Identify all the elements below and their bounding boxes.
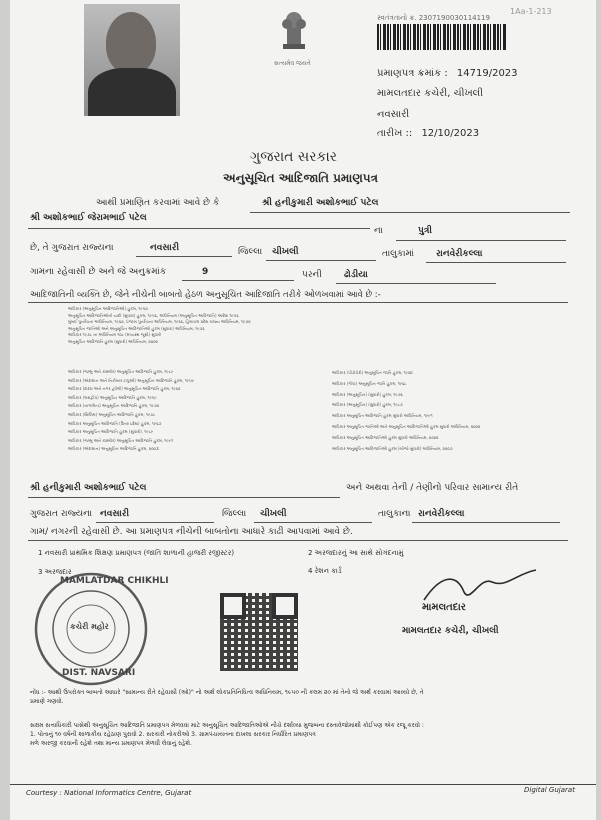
basis-item-3: 3 અરજદાર xyxy=(38,568,72,576)
order-item: અધિકાર અનુસૂચિત આદિજાતિઓ હુકમ (બીજો સુધારો) અધિનિયમ, ૨૦૦૭ xyxy=(332,445,453,451)
district-label: જિલ્લા xyxy=(238,247,263,257)
serial-line-rule xyxy=(182,280,294,281)
order-item: અધિકાર અનુસૂચિત આદિજાતિ હુકમ સુધારો અધિનિયમ, ૧૯૯૧ xyxy=(332,413,433,419)
taluka-2: રાનવેરીકલ્લા xyxy=(418,509,465,519)
village-line-2 xyxy=(96,522,214,523)
taluka-line-2 xyxy=(412,522,560,523)
fine-print-line: અધિકાર (અનુસૂચિત આદિજાતિઓ) હુકમ, ૧૯૫૦ xyxy=(68,306,148,311)
footer-divider xyxy=(10,784,596,785)
family-text: અને અથવા તેની / તેણીનો પરિવાર સામાન્ય રીતે xyxy=(346,483,519,493)
serial-suffix: પરની xyxy=(302,270,322,280)
applicant-photo xyxy=(84,4,180,116)
order-item: અધિકાર (અનુસૂચિત) (સુધારો) હુકમ, ૧૯૭૬ xyxy=(332,391,403,397)
fine-print-line: અનુસૂચિત જાતિઓ અને અનુસૂચિત આદિજાતિઓ હુકમ (સુધારા) અધિનિયમ, ૧૯૭૬ xyxy=(68,325,205,331)
serial-line: સ્વતંત્રતાનો ક્ર. 2307190030114119 xyxy=(377,14,490,22)
village-line xyxy=(136,256,232,257)
issue-date: 12/10/2023 xyxy=(421,128,480,139)
qr-code xyxy=(220,593,298,671)
applicant-line-2 xyxy=(28,497,340,498)
state-prefix: છે, તે ગુજરાત રાજ્યના xyxy=(30,243,114,253)
order-item: અધિકાર (અંદામાન અને નિકોબાર ટાપુઓ) અનુસૂચિત આદિજાતિ હુકમ, ૧૯૫૯ xyxy=(68,377,195,383)
fine-print-line: અનુસૂચિત આદિજાતિ હુકમ (સુધારો) અધિનિયમ, ૨૦૦૨ xyxy=(68,338,158,344)
order-item: અધિકાર (જમ્મુ અને કાશ્મીર) અનુસૂચિત આદિજાતિ હુકમ, ૧૯૮૯ xyxy=(68,369,174,374)
district-label-2: જિલ્લા xyxy=(222,509,247,519)
fine-print-line: અનુસૂચિત આદિજાતિઓની યાદી (સુધારા) હુકમ, ૧૯૫૬, અધિનિયમ (અનુસૂચિત આદિજાતિ) આદેશ ૧૯૫૬ xyxy=(68,312,239,318)
order-item: અધિકાર (જમ્મુ અને કાશ્મીર) અનુસૂચિત આદિજાતિ હુકમ, ૧૯૯૧ xyxy=(68,437,174,443)
barcode xyxy=(377,24,507,50)
seal-top-text: MAMLATDAR CHIKHLI xyxy=(60,576,169,586)
government-title: ગુજરાત સરકાર xyxy=(250,149,337,165)
applicant-name: શ્રી હનીકુમારી અશોકભાઈ પટેલ xyxy=(262,198,379,208)
order-item: અધિકાર અનુસૂચિત આદિજાતિ હુકમ (સુધારો), ૧૯૮૯ xyxy=(68,429,154,435)
state-prefix-2: ગુજરાત રાજ્યના xyxy=(30,509,93,519)
district-2: ચીખલી xyxy=(260,509,287,519)
order-item: અધિકાર (સિક્કિમ) અનુસૂચિત આદિજાતિ હુકમ, ૧૯૭૮ xyxy=(68,411,156,417)
footer-courtesy: Courtesy : National Informatics Centre, Gujarat xyxy=(26,789,192,797)
emblem-caption: સત્યમેવ જયતે xyxy=(274,60,311,67)
parent-name: શ્રી અશોકભાઈ જેરામભાઈ પટેલ xyxy=(30,213,147,223)
order-item: અધિકાર (અનુસૂચિત) (સુધારો) હુકમ, ૧૯૮૭ xyxy=(332,402,403,408)
notes-block xyxy=(30,688,424,748)
basis-item-2: 2 અરજદારનું આ સાથે સોગંદનામું xyxy=(308,549,404,557)
district-line-2 xyxy=(254,522,372,523)
signature-office: મામલતદાર કચેરી, ચીખલી xyxy=(402,626,499,636)
notification-line xyxy=(28,302,568,303)
note-line: મળે અરજી કરવાની રહેશે તથા માન્ય પ્રમાણપત્ર મેળવી લેવાનું રહેશે. xyxy=(30,740,192,747)
top-right-code: 1Aa-1-213 xyxy=(510,7,552,16)
state-emblem-icon xyxy=(275,6,313,60)
order-item: અધિકાર (ગોવા) અનુસૂચિત જાતિ હુકમ, ૧૯૬૮ xyxy=(332,380,407,386)
residence-line: ગામ/ નગરની રહેવાસી છે. આ પ્રમાણપત્ર નીચેની બાબતોના આધારે કાઢી આપવામાં આવે છે. xyxy=(30,527,353,537)
taluka-label-2: તાલુકાના xyxy=(378,509,411,519)
office-name: મામલતદાર કચેરી, ચીખલી xyxy=(377,88,484,99)
village: નવસારી xyxy=(150,243,180,253)
office-district: નવસારી xyxy=(377,109,410,120)
basis-item-4: 4 રેશન કાર્ડ xyxy=(308,567,342,575)
relation-prefix: ના xyxy=(374,226,383,236)
parent-line xyxy=(28,228,370,229)
note-line: 1. પોતાનું ૧૦ વર્ષની શાળાકીય રહેઠાણ પુરાવો 2. સરકારી નોકરીઓ 3. ગ્રામપંચાયતના દાખલા સરકાર નિર્ધારિત પ્રમાણપત્ર xyxy=(30,731,316,738)
tribe-line xyxy=(336,283,496,284)
certificate-number-label: પ્રમાણપત્ર ક્રમાંક : xyxy=(377,68,448,79)
order-item: અધિકાર (લક્ષદ્વીપ) અનુસૂચિત આદિજાતિ હુકમ, ૧૯૫૯ xyxy=(68,394,157,400)
residence-rule xyxy=(28,540,568,541)
relation-line xyxy=(396,240,566,241)
certificate-number-row xyxy=(377,68,518,79)
notification-intro: આદિજાતિની વ્યક્તિ છે, જેને નીચેની બાબતો હેઠળ અનુસૂચિત આદિજાતિ તરીકે ઓળખવામાં આવે છે :- xyxy=(30,290,381,300)
taluka-line xyxy=(426,262,566,263)
order-item: અધિકાર અનુસૂચિત જાતિઓ અને અનુસૂચિત આદિજાતિઓ હુકમ સુધારો અધિનિયમ, ૨૦૦૨ xyxy=(332,423,481,429)
orders-right-column xyxy=(332,368,480,454)
note-line: પ્રમાણે ગણવો. xyxy=(30,698,64,705)
taluka: રાનવેરીકલ્લા xyxy=(436,249,483,259)
basis-item-1: 1 નવસારી પ્રાથમિક શિક્ષણ પ્રમાણપત્ર (જાતિ શાળાની હાજરી રજીસ્ટર) xyxy=(38,549,235,557)
order-item: અધિકાર અનુસૂચિત આદિજાતિઓ હુકમ સુધારો અધિનિયમ, ૨૦૦૨ xyxy=(332,434,439,440)
footer-brand: Digital Gujarat xyxy=(524,786,575,794)
signature-mark-icon xyxy=(420,566,540,606)
taluka-label: તાલુકામાં xyxy=(382,249,415,259)
certificate-page xyxy=(10,0,596,820)
order-item: અધિકાર અનુસૂચિત આદિજાતિ (ઉત્તર પ્રદેશ) હુકમ, ૧૯૬૭ xyxy=(68,420,162,426)
note-line: સક્ષમ સત્તાધિકારી પાસેથી અનુસૂચિત આદિજાતિ પ્રમાણપત્ર મેળવવા માટે અનુસૂચિત આદિજાતિઓએ નીચે દર્શાવ્યા મુજબના દસ્તાવેજોમાંથી કોઈપણ એક રજૂ કરવો : xyxy=(30,722,424,729)
intro-text: આથી પ્રમાણિત કરવામાં આવે છે કે xyxy=(96,198,220,208)
signature-title: મામલતદાર xyxy=(422,602,466,613)
relation: પુત્રી xyxy=(418,226,432,236)
fine-print-line: અધિકાર ૧૯૭૮ ના અધિનિયમ ૧૦૮ (મધ્યસ્થ જૂથો) સુધારો xyxy=(68,332,162,338)
order-item: અધિકાર (અંદામાન) અનુસૂચિત આદિજાતિ હુકમ, ૨૦૦૩ xyxy=(68,446,159,452)
village-2: નવસારી xyxy=(100,509,130,519)
date-label: તારીખ :: xyxy=(377,128,413,139)
certificate-number: 14719/2023 xyxy=(456,68,518,79)
community-prefix: ગામના રહેવાસી છે અને જે અનુક્રમાંક xyxy=(30,267,167,277)
serial-number: 9 xyxy=(202,267,209,277)
orders-left-column xyxy=(68,368,194,454)
fine-print-line: મુંબઈ પુનર્રચના અધિનિયમ, ૧૯૬૦, પંજાબ પુનર્રચના અધિનિયમ, ૧૯૬૬, હિમાચલ પ્રદેશ રાજ્ય અધિનિયમ, ૧૯૭૦ xyxy=(68,319,251,325)
seal-bottom-text: DIST. NAVSARI xyxy=(62,668,136,678)
district: ચીખલી xyxy=(272,247,299,257)
applicant-name-2: શ્રી હનીકુમારી અશોકભાઈ પટેલ xyxy=(30,483,147,493)
tribe-name: ઢોડીયા xyxy=(344,270,368,280)
note-line: નોંધ :- આથી ઉપરોક્ત બાબતો આધારે "સામાન્ય રીતે રહેવાસી (ઓ)" નો અર્થ લોકપ્રતિનિધિત્વ અધિનિયમ, ૧૯૫૦ ની કલમ ૨૦ માં તેનો જે અર્થ કરવામાં આવ્યો છે, તે xyxy=(30,689,424,696)
order-item: અધિકાર (પોંડીચેરી) અનુસૂચિત જાતિ હુકમ, ૧૯૬૪ xyxy=(332,370,413,375)
applicant-line xyxy=(250,212,570,213)
order-item: અધિકાર (દાદરા અને નગર હવેલી) અનુસૂચિત આદિજાતિ હુકમ, ૧૯૬૨ xyxy=(68,386,181,392)
order-item: અધિકાર (નાગાલેન્ડ) અનુસૂચિત આદિજાતિ હુકમ, ૧૯૭૦ xyxy=(68,403,160,409)
date-row xyxy=(377,128,479,139)
seal-inner-text: કચેરી મહોર xyxy=(70,622,109,631)
district-line xyxy=(266,260,376,261)
certificate-title: અનુસૂચિત આદિજાતિ પ્રમાણપત્ર xyxy=(223,171,378,185)
fine-print-block xyxy=(68,306,251,346)
